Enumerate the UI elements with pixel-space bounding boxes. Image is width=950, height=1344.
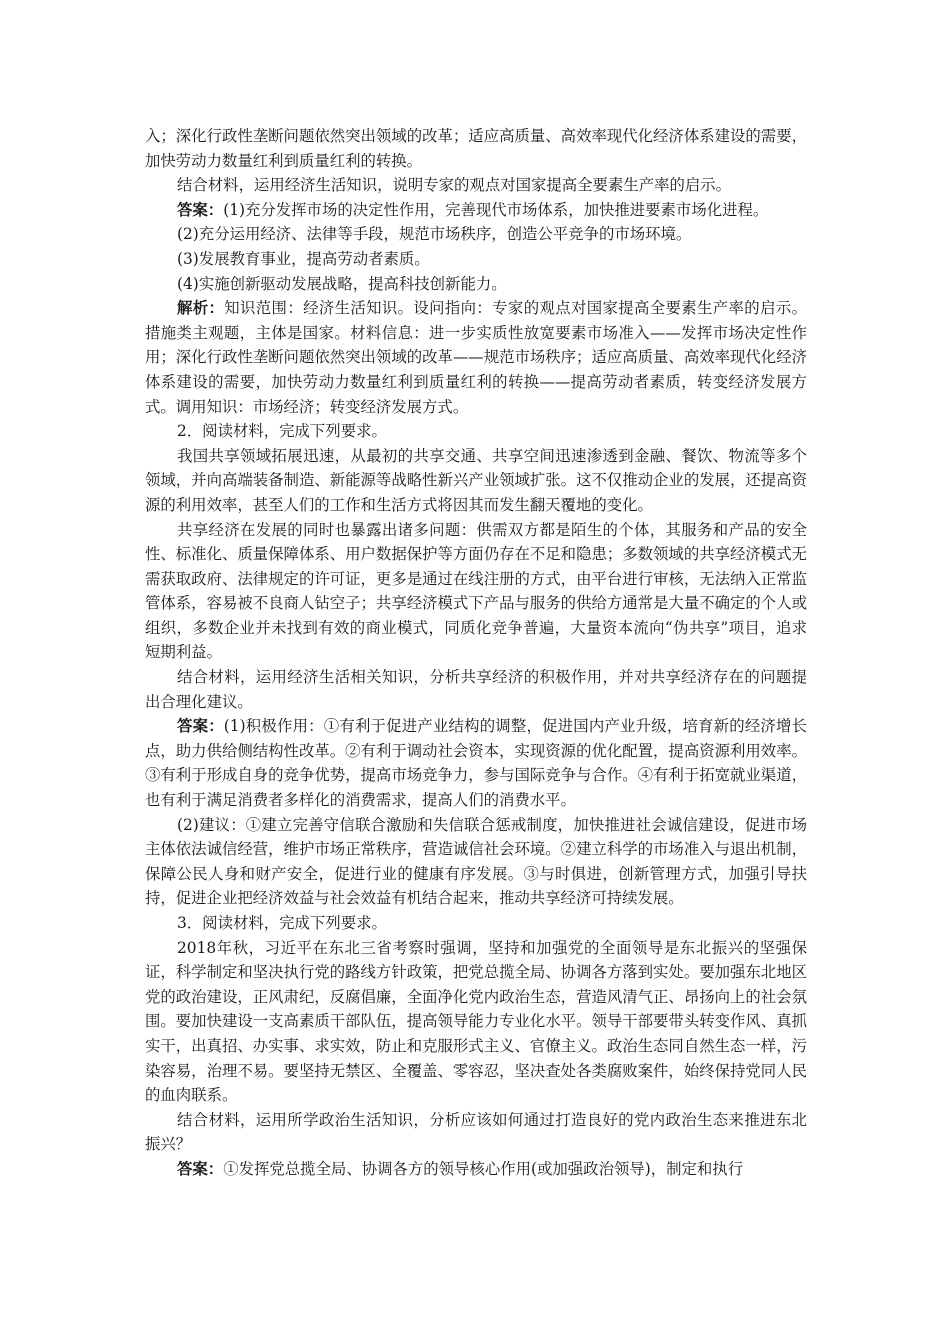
- analysis-paragraph: [145, 296, 807, 419]
- document-page: [145, 124, 807, 1182]
- paragraph-text: 结合材料，运用所学政治生活知识，分析应该如何通过打造良好的党内政治生态来推进东北振兴？: [145, 1110, 807, 1154]
- paragraph-text: (3)发展教育事业，提高劳动者素质。: [177, 249, 430, 268]
- paragraph-text: 2．阅读材料，完成下列要求。: [177, 422, 387, 441]
- paragraph: [145, 936, 807, 1108]
- paragraph-text: 3．阅读材料，完成下列要求。: [177, 914, 387, 932]
- paragraph: [145, 247, 807, 272]
- analysis-label: 解析：: [177, 299, 225, 318]
- paragraph-text: (4)实施创新驱动发展战略，提高科技创新能力。: [177, 274, 507, 293]
- paragraph: [145, 813, 807, 911]
- answer-label: 答案：: [177, 200, 224, 219]
- paragraph: [145, 518, 807, 666]
- paragraph: [145, 272, 807, 297]
- paragraph: [145, 124, 807, 173]
- answer-paragraph: [145, 1157, 807, 1182]
- question-heading: [145, 911, 807, 936]
- paragraph-text: 我国共享领域拓展迅速，从最初的共享交通、共享空间迅速渗透到金融、餐饮、物流等多个领域，并向高端装备制造、新能源等战略性新兴产业领域扩张。这不仅推动企业的发展，还提高资源的利用效率，甚至人们的工作和生活方式将因其而发生翻天覆地的变化。: [145, 446, 807, 514]
- answer-paragraph: [145, 198, 807, 223]
- paragraph-text: ①发挥党总揽全局、协调各方的领导核心作用(或加强政治领导)，制定和执行: [223, 1159, 744, 1178]
- paragraph-text: 结合材料，运用经济生活知识，说明专家的观点对国家提高全要素生产率的启示。: [177, 176, 732, 195]
- paragraph-text: (1)充分发挥市场的决定性作用，完善现代市场体系，加快推进要素市场化进程。: [223, 200, 769, 219]
- answer-label: 答案：: [177, 1159, 224, 1178]
- paragraph-text: 知识范围：经济生活知识。设问指向：专家的观点对国家提高全要素生产率的启示。措施类主观题，主体是国家。材料信息：进一步实质性放宽要素市场准入——发挥市场决定性作用；深化行政性垄断问题依然突出领域的改革——规范市场秩序；适应高质量、高效率现代化经济体系建设的需要，加快劳动力数量红利到质量红利的转换——提高劳动者素质，转变经济发展方式。调用知识：市场经济；转变经济发展方式。: [145, 299, 807, 416]
- paragraph-text: 2018年秋，习近平在东北三省考察时强调，坚持和加强党的全面领导是东北振兴的坚强保证，科学制定和坚决执行党的路线方针政策，把党总揽全局、协调各方落到实处。要加强东北地区党的政治建设，正风肃纪，反腐倡廉，全面净化党内政治生态，营造风清气正、昂扬向上的社会氛围。要加快建设一支高素质干部队伍，提高领导能力专业化水平。领导干部要带头转变作风、真抓实干，出真招、办实事、求实效，防止和克服形式主义、官僚主义。政治生态同自然生态一样，污染容易，治理不易。要坚持无禁区、全覆盖、零容忍，坚决查处各类腐败案件，始终保持党同人民的血肉联系。: [145, 938, 807, 1105]
- paragraph: [145, 444, 807, 518]
- paragraph-text: (2)建议：①建立完善守信联合激励和失信联合惩戒制度，加快推进社会诚信建设，促进市场主体依法诚信经营，维护市场正常秩序，营造诚信社会环境。②建立科学的市场准入与退出机制，保障公民人身和财产安全，促进行业的健康有序发展。③与时俱进，创新管理方式，加强引导扶持，促进企业把经济效益与社会效益有机结合起来，推动共享经济可持续发展。: [145, 815, 807, 908]
- paragraph: [145, 665, 807, 714]
- paragraph-text: (2)充分运用经济、法律等手段，规范市场秩序，创造公平竞争的市场环境。: [177, 225, 692, 244]
- paragraph-text: 入；深化行政性垄断问题依然突出领域的改革；适应高质量、高效率现代化经济体系建设的需要，加快劳动力数量红利到质量红利的转换。: [145, 127, 807, 170]
- paragraph: [145, 222, 807, 247]
- answer-label: 答案：: [177, 717, 224, 736]
- question-heading: [145, 419, 807, 444]
- paragraph-text: 共享经济在发展的同时也暴露出诸多问题：供需双方都是陌生的个体，其服务和产品的安全性、标准化、质量保障体系、用户数据保护等方面仍存在不足和隐患；多数领域的共享经济模式无需获取政府、法律规定的许可证，更多是通过在线注册的方式，由平台进行审核，无法纳入正常监管体系，容易被不良商人钻空子；共享经济模式下产品与服务的供给方通常是大量不确定的个人或组织，多数企业并未找到有效的商业模式，同质化竞争普遍，大量资本流向“伪共享”项目，追求短期利益。: [145, 520, 807, 662]
- paragraph-text: 结合材料，运用经济生活相关知识，分析共享经济的积极作用，并对共享经济存在的问题提出合理化建议。: [145, 668, 807, 711]
- paragraph: [145, 173, 807, 198]
- paragraph-text: (1)积极作用：①有利于促进产业结构的调整，促进国内产业升级，培育新的经济增长点，助力供给侧结构性改革。②有利于调动社会资本，实现资源的优化配置，提高资源利用效率。③有利于形成自身的竞争优势，提高市场竞争力，参与国际竞争与合作。④有利于拓宽就业渠道，也有利于满足消费者多样化的消费需求，提高人们的消费水平。: [145, 717, 807, 810]
- answer-paragraph: [145, 714, 807, 812]
- paragraph: [145, 1108, 807, 1157]
